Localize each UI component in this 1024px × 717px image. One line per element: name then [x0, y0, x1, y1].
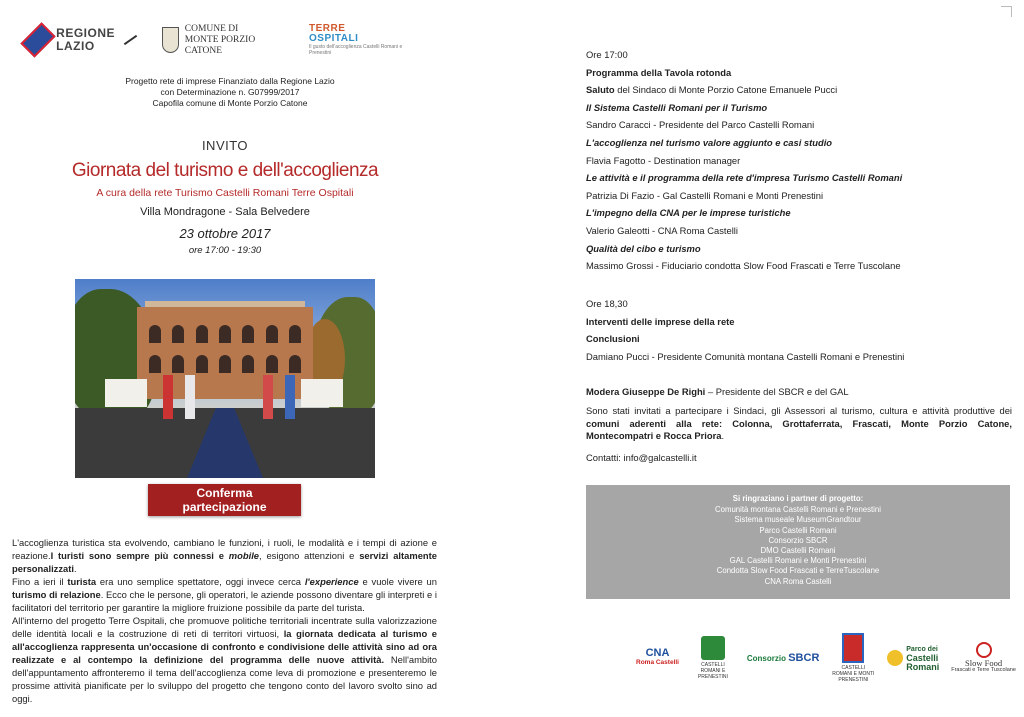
event-time: ore 17:00 - 19:30 [188, 245, 262, 256]
regione-lazio-logo [26, 24, 138, 56]
project-line1: Progetto rete di imprese Finanziato dalla Regione Lazio [125, 76, 335, 86]
comunita-logo-text: CASTELLI ROMANI E PRENESTINI [697, 662, 728, 680]
program-speaker-2: Flavia Fagotto - Destination manager [586, 154, 741, 166]
terre-logo-b: OSPITALI [309, 33, 359, 44]
gal-logo [831, 633, 875, 683]
partner-item: Consorzio SBCR [768, 535, 828, 545]
sbcr-logo [746, 651, 820, 664]
parco-logo-2: Castelli [906, 652, 939, 663]
comunita-emblem-icon [701, 636, 725, 660]
partner-item: CNA Roma Castelli [764, 576, 832, 586]
program-saluto: Saluto del Sindaco di Monte Porzio Catone Emanuele Pucci [586, 84, 838, 96]
intro-text [12, 536, 437, 705]
intro-paragraph-2: Fino a ieri il turista era uno semplice spettatore, oggi invece cerca l'experience e vuole vivere un turismo di relazione. Ecco che le persone, gli operatori, le aziende possono diventare gli interpreti e i facilitatori del territorio per garantire la migliore fruizione possibile da parte del turista. [12, 576, 438, 613]
villa-mondragone-photo [75, 279, 375, 478]
left-column [0, 0, 490, 717]
parco-logo-1: Parco dei [906, 645, 938, 653]
regione-logo-text: REGIONE LAZIO [56, 26, 116, 53]
comune-logo-line1: COMUNE DI [184, 23, 239, 34]
partners-box [586, 485, 1010, 599]
header-logos [26, 22, 406, 58]
slow-food-logo-text: Slow Food [965, 658, 1003, 668]
regione-emblem-icon [20, 22, 55, 57]
project-line3: Capofila comune di Monte Porzio Catone [152, 98, 308, 108]
partner-logos [636, 636, 1016, 683]
partner-item: Condotta Slow Food Frascati e TerreTuscolane [716, 566, 880, 576]
partner-item: DMO Castelli Romani [760, 546, 836, 556]
program-time-2: Ore 18,30 [586, 298, 628, 309]
terre-logo-a: TERRE [309, 23, 346, 34]
program-topic-5: Qualità del cibo e turismo [586, 242, 701, 254]
partners-title: Si ringraziano i partner di progetto: [732, 494, 864, 503]
program-topic-1: Il Sistema Castelli Romani per il Turismo [586, 101, 768, 113]
slow-food-logo-sub: Frascati e Terre Tuscolane [951, 667, 1016, 673]
program-title-2: Interventi delle imprese della rete [586, 315, 735, 327]
moderator-line: Modera Giuseppe De Righi – Presidente del SBCR e del GAL [586, 386, 849, 397]
page-title: Giornata del turismo e dell'accoglienza [71, 160, 379, 181]
program-speaker-3: Patrizia Di Fazio - Gal Castelli Romani e Monti Prenestini [586, 189, 824, 201]
program-title-3: Conclusioni [586, 333, 640, 345]
slow-food-logo [951, 642, 1016, 674]
right-column [586, 0, 1016, 717]
terre-logo-sub: Il gusto dell'accoglienza Castelli Romani e Prenestini [309, 44, 403, 56]
gal-logo-text: CASTELLI ROMANI E MONTI PRENESTINI [832, 665, 875, 683]
sbcr-logo-b: SBCR [788, 651, 820, 664]
regione-slash-icon [124, 35, 137, 45]
comune-logo-line2: MONTE PORZIO CATONE [184, 34, 256, 56]
parco-castelli-logo [887, 645, 939, 672]
program-title-1: Programma della Tavola rotonda [586, 66, 732, 78]
comune-crest-icon [162, 27, 179, 53]
terre-ospitali-logo [309, 24, 406, 56]
program-topic-4: L'impegno della CNA per le imprese turistiche [586, 207, 791, 219]
comunita-montana-logo [691, 636, 735, 680]
invited-text: Sono stati invitati a partecipare i Sindaci, gli Assessori al turismo, cultura e attività produttive dei comuni aderenti alla rete: Colonna, Grottaferrata, Frascati, Monte Porzio Catone, Montecompatri e Rocca Priora. [586, 405, 1012, 442]
parco-sun-icon [887, 650, 903, 666]
gal-emblem-icon [842, 633, 864, 663]
program-topic-2: L'accoglienza nel turismo valore aggiunto e casi studio [586, 136, 833, 148]
partner-item: GAL Castelli Romani e Monti Prenestini [729, 556, 867, 566]
snail-icon [976, 642, 992, 658]
program-topic-3: Le attività e il programma della rete d'impresa Turismo Castelli Romani [586, 172, 903, 184]
partner-item: Parco Castelli Romani [759, 525, 837, 535]
page-subtitle: A cura della rete Turismo Castelli Romani Terre Ospitali [96, 187, 354, 199]
partner-item: Comunità montana Castelli Romani e Prenestini [715, 505, 881, 515]
project-info [70, 76, 390, 109]
venue: Villa Mondragone - Sala Belvedere [140, 206, 310, 218]
confirm-participation-button[interactable]: Conferma partecipazione [148, 484, 301, 516]
program-speaker-1: Sandro Caracci - Presidente del Parco Castelli Romani [586, 119, 815, 131]
program-speaker-6: Damiano Pucci - Presidente Comunità montana Castelli Romani e Prenestini [586, 350, 905, 362]
program-speaker-4: Valerio Galeotti - CNA Roma Castelli [586, 224, 738, 236]
cna-logo [636, 647, 679, 666]
program-section-2 [586, 295, 1016, 365]
contacts: Contatti: info@galcastelli.it [586, 452, 697, 463]
cna-logo-sub: Roma Castelli [636, 659, 679, 666]
intro-paragraph-3: All'interno del progetto Terre Ospitali, che promuove politiche territoriali incentrate sulla valorizzazione delle identità locali e la costruzione di reti di territori virtuosi, la giornata dedicata al turismo e all'accoglienza rappresenta un'occasione di confronto e condivisione delle attività sino ad ora realizzate e al contempo la definizione del programma delle nuove attività. Nell'ambito dell'appuntamento affronteremo il tema dell'accoglienza come leva di promozione e presenteremo le prossime attività pianificate per lo sviluppo del progetto che tengono conto del lavoro svolto sino ad oggi. [12, 615, 437, 704]
cna-logo-text: CNA [645, 647, 670, 659]
program-section [586, 46, 1016, 275]
project-line2: con Determinazione n. G07999/2017 [160, 87, 300, 97]
partner-item: Sistema museale MuseumGrandtour [734, 515, 862, 525]
comune-logo [162, 24, 275, 57]
sbcr-logo-a: Consorzio [746, 653, 789, 663]
program-speaker-5: Massimo Grossi - Fiduciario condotta Slow Food Frascati e Terre Tuscolane [586, 260, 901, 272]
invito-label: INVITO [201, 138, 249, 153]
event-date: 23 ottobre 2017 [179, 226, 271, 241]
parco-logo-3: Romani [906, 661, 940, 672]
intro-paragraph-1: L'accoglienza turistica sta evolvendo, cambiano le funzioni, i ruoli, le modalità e i tempi di azione e reazione.I turisti sono sempre più connessi e mobile, esigono attenzioni e servizi altamente personalizzati. [12, 537, 437, 574]
program-time-1: Ore 17:00 [586, 49, 628, 60]
